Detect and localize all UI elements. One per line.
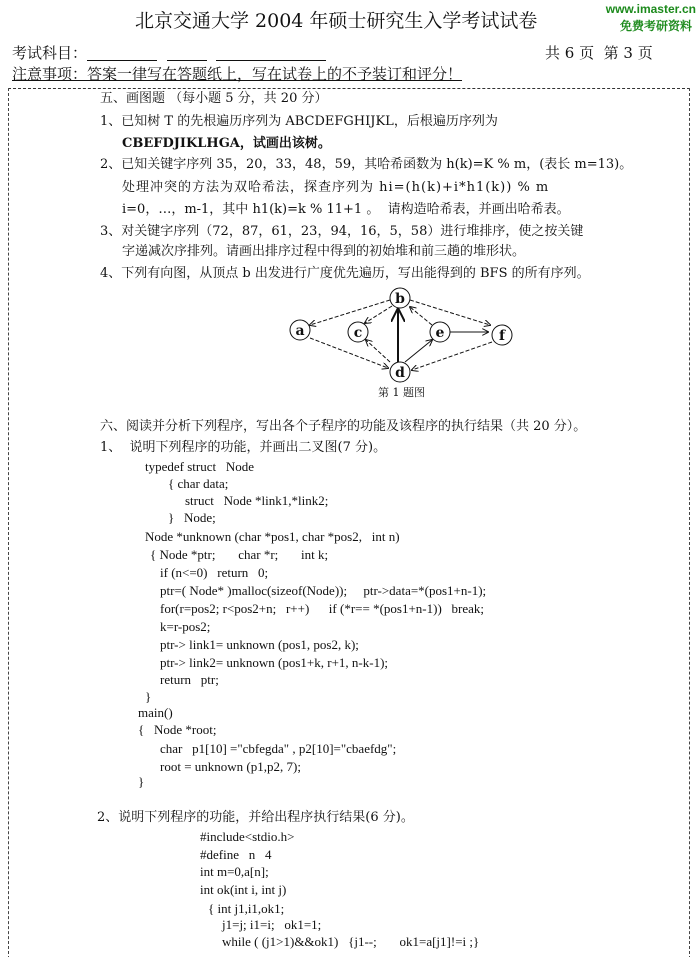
- node-f: [492, 325, 512, 345]
- question-text: i=0，…，m-1，其中 h1(k)=k % 11+1 。 请构造哈希表，并画出哈希表。: [122, 202, 570, 217]
- code-line: { Node *root;: [138, 722, 217, 737]
- code-line: }: [138, 774, 145, 789]
- node-c: [348, 322, 368, 342]
- exam-title: 北京交通大学 2004 年硕士研究生入学考试试卷: [135, 10, 538, 32]
- code-line: int m=0,a[n];: [200, 864, 269, 879]
- code-line: #include<stdio.h>: [200, 829, 295, 844]
- notice: 注意事项：答案一律写在答题纸上，写在试卷上的不予装订和评分！: [12, 65, 463, 83]
- blank: [87, 48, 157, 61]
- node-d: [390, 362, 410, 382]
- blank: [167, 48, 207, 61]
- svg-text:c: c: [353, 325, 363, 341]
- code-line: { int j1,i1,ok1;: [208, 901, 285, 916]
- code-line: #define n 4: [200, 847, 272, 862]
- code-line: } Node;: [168, 510, 216, 525]
- code-line: k=r-pos2;: [160, 619, 211, 634]
- svg-text:b: b: [395, 291, 405, 307]
- code-line: { Node *ptr; char *r; int k;: [150, 547, 329, 562]
- edge-d-e: [405, 340, 432, 362]
- edge-d-c: [366, 340, 390, 362]
- section5-heading: 五、画图题 （每小题 5 分，共 20 分）: [100, 91, 328, 106]
- svg-text:a: a: [295, 323, 305, 339]
- code-line: main(): [138, 705, 173, 720]
- node-e: [430, 322, 450, 342]
- node-a: [290, 320, 310, 340]
- watermark-tagline: 免费考研资料: [619, 19, 692, 33]
- code-line: j1=j; i1=i; ok1=1;: [222, 917, 322, 932]
- question-text: 3、对关键字序列（72，87，61，23，94，16，5，58）进行堆排序，使之按关键: [100, 224, 584, 239]
- question-text: 1、已知树 T 的先根遍历序列为 ABCDEFGHIJKL，后根遍历序列为: [100, 114, 498, 129]
- code-line: ptr-> link2= unknown (pos1+k, r+1, n-k-1);: [160, 655, 389, 670]
- question-text: 4、下列有向图，从顶点 b 出发进行广度优先遍历，写出能得到的 BFS 的所有序列。: [100, 266, 590, 281]
- edge-b-f: [410, 300, 490, 325]
- content-frame: [8, 88, 690, 957]
- section6-heading: 六、阅读并分析下列程序，写出各个子程序的功能及该程序的执行结果（共 20 分）。: [100, 419, 587, 434]
- code-line: int ok(int i, int j): [200, 882, 287, 897]
- subject-line: [12, 45, 326, 61]
- code-line: return ptr;: [160, 672, 219, 687]
- edge-e-b: [410, 307, 432, 325]
- edge-a-d: [310, 338, 388, 368]
- code-line: { char data;: [168, 476, 229, 491]
- code-line: char p1[10] ="cbfegda" , p2[10]="cbaefdg";: [160, 741, 397, 756]
- subject-label: 考试科目：: [12, 44, 88, 62]
- edge-b-a: [310, 300, 390, 325]
- code-line: ptr-> link1= unknown (pos1, pos2, k);: [160, 637, 359, 652]
- svg-text:f: f: [498, 328, 506, 344]
- code-line: struct Node *link1,*link2;: [185, 493, 329, 508]
- watermark-url: www.imaster.cn: [605, 2, 696, 16]
- code-line: while ( (j1>1)&&ok1) {j1--; ok1=a[j1]!=i ;}: [222, 934, 480, 949]
- question-text: 字递减次序排列。请画出排序过程中得到的初始堆和前三趟的堆形状。: [122, 244, 526, 259]
- question-text: 2、已知关键字序列 35，20，33，48，59，其哈希函数为 h(k)=K % m，(表长 m=13)。: [100, 157, 633, 172]
- directed-graph: [280, 280, 520, 385]
- code-line: ptr=( Node* )malloc(sizeof(Node)); ptr->data=*(pos1+n-1);: [160, 583, 487, 598]
- edge-b-c: [365, 306, 392, 323]
- code-line: if (n<=0) return 0;: [160, 565, 269, 580]
- svg-text:e: e: [435, 325, 445, 341]
- svg-text:d: d: [395, 365, 405, 381]
- question-text: 处理冲突的方法为双哈希法，探查序列为 hi=(h(k)+i*h1(k)) % m: [122, 180, 550, 195]
- code-line: }: [145, 689, 152, 704]
- node-b: [390, 288, 410, 308]
- program1-title: 1、 说明下列程序的功能，并画出二叉图(7 分)。: [100, 440, 387, 455]
- question-text: CBEFDJIKLHGA，试画出该树。: [122, 136, 331, 151]
- graph-caption: 第 1 题图: [378, 386, 425, 399]
- blank: [216, 48, 326, 61]
- code-line: root = unknown (p1,p2, 7);: [160, 759, 301, 774]
- code-line: typedef struct Node: [145, 459, 255, 474]
- page-count: 共 6 页 第 3 页: [545, 44, 653, 62]
- code-line: Node *unknown (char *pos1, char *pos2, int n): [145, 529, 400, 544]
- program2-title: 2、说明下列程序的功能，并给出程序执行结果(6 分)。: [97, 810, 414, 825]
- code-line: for(r=pos2; r<pos2+n; r++) if (*r== *(pos1+n-1)) break;: [160, 601, 485, 616]
